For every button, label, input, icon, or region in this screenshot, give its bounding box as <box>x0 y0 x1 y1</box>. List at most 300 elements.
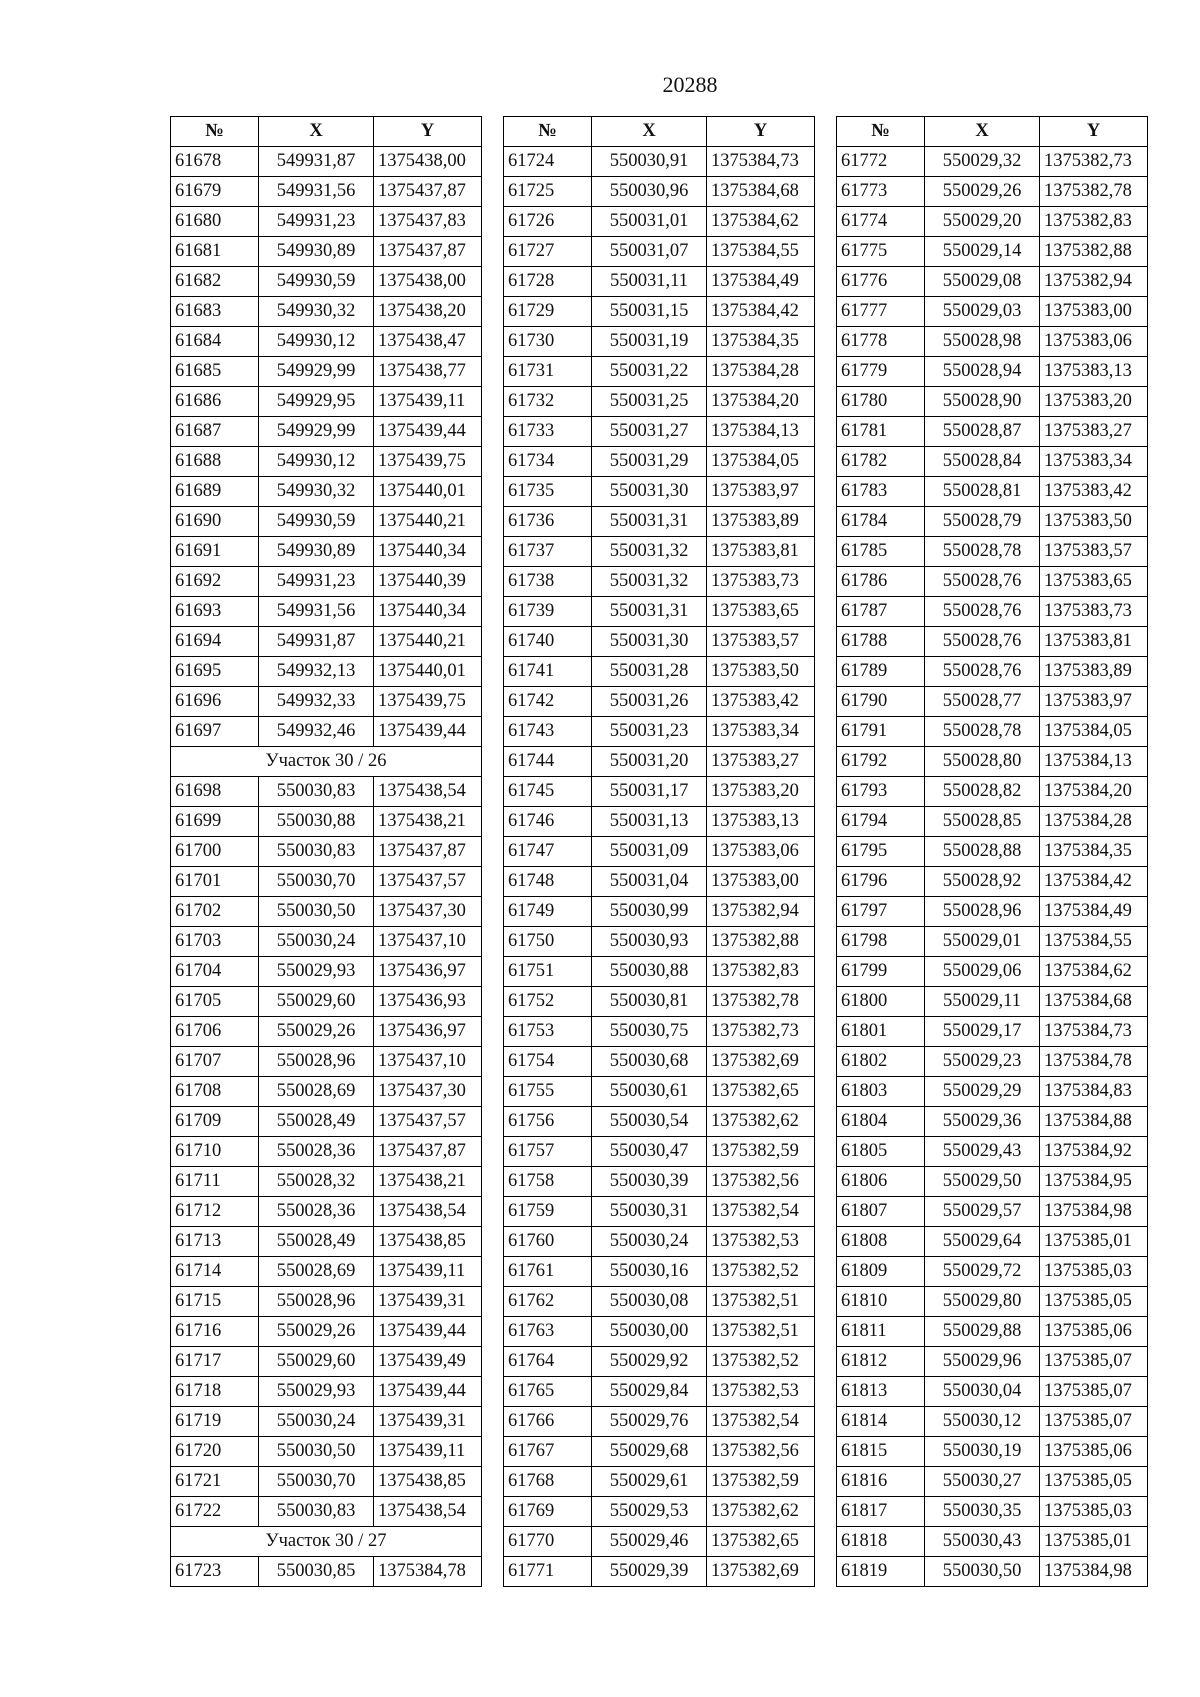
x-coordinate-cell: 550028,49 <box>259 1227 374 1257</box>
point-number-cell: 61813 <box>837 1377 925 1407</box>
table-row <box>504 1257 815 1287</box>
y-coordinate-cell: 1375439,75 <box>374 687 482 717</box>
point-number-cell: 61758 <box>504 1167 592 1197</box>
x-coordinate-cell: 550030,91 <box>592 147 707 177</box>
y-coordinate-cell: 1375440,21 <box>374 627 482 657</box>
y-coordinate-cell: 1375382,62 <box>707 1107 815 1137</box>
point-number-cell: 61721 <box>171 1467 259 1497</box>
table-row <box>504 717 815 747</box>
point-number-cell: 61698 <box>171 777 259 807</box>
point-number-cell: 61806 <box>837 1167 925 1197</box>
y-coordinate-cell: 1375439,11 <box>374 1257 482 1287</box>
table-row <box>837 1197 1148 1227</box>
point-number-cell: 61818 <box>837 1527 925 1557</box>
y-coordinate-cell: 1375383,81 <box>707 537 815 567</box>
y-coordinate-cell: 1375438,47 <box>374 327 482 357</box>
y-coordinate-cell: 1375383,50 <box>1040 507 1148 537</box>
x-coordinate-cell: 550028,76 <box>925 597 1040 627</box>
table-row <box>837 597 1148 627</box>
y-coordinate-cell: 1375383,06 <box>707 837 815 867</box>
x-coordinate-cell: 550031,11 <box>592 267 707 297</box>
y-coordinate-cell: 1375384,35 <box>1040 837 1148 867</box>
section-row <box>171 747 482 777</box>
table-row <box>504 1407 815 1437</box>
x-coordinate-cell: 550028,94 <box>925 357 1040 387</box>
x-coordinate-cell: 550031,13 <box>592 807 707 837</box>
point-number-cell: 61720 <box>171 1437 259 1467</box>
y-coordinate-cell: 1375436,93 <box>374 987 482 1017</box>
x-coordinate-cell: 550030,83 <box>259 837 374 867</box>
point-number-cell: 61748 <box>504 867 592 897</box>
table-row <box>837 867 1148 897</box>
y-column-header: Y <box>707 117 815 147</box>
table-row <box>837 957 1148 987</box>
table-row <box>837 207 1148 237</box>
table-row <box>171 1167 482 1197</box>
point-number-cell: 61707 <box>171 1047 259 1077</box>
y-coordinate-cell: 1375382,69 <box>707 1557 815 1587</box>
table-row <box>504 1317 815 1347</box>
point-number-cell: 61699 <box>171 807 259 837</box>
point-number-cell: 61726 <box>504 207 592 237</box>
y-coordinate-cell: 1375382,65 <box>707 1527 815 1557</box>
y-coordinate-cell: 1375438,85 <box>374 1227 482 1257</box>
x-coordinate-cell: 550030,35 <box>925 1497 1040 1527</box>
y-coordinate-cell: 1375382,56 <box>707 1167 815 1197</box>
point-number-cell: 61695 <box>171 657 259 687</box>
y-coordinate-cell: 1375385,01 <box>1040 1527 1148 1557</box>
table-row <box>171 1077 482 1107</box>
table-row <box>837 537 1148 567</box>
point-number-cell: 61725 <box>504 177 592 207</box>
table-row <box>504 687 815 717</box>
y-coordinate-cell: 1375437,87 <box>374 1137 482 1167</box>
y-coordinate-cell: 1375384,73 <box>707 147 815 177</box>
point-number-cell: 61776 <box>837 267 925 297</box>
y-coordinate-cell: 1375382,56 <box>707 1437 815 1467</box>
point-number-cell: 61773 <box>837 177 925 207</box>
x-coordinate-cell: 550028,92 <box>925 867 1040 897</box>
table-row <box>837 987 1148 1017</box>
x-coordinate-cell: 550030,50 <box>259 897 374 927</box>
x-coordinate-cell: 550031,01 <box>592 207 707 237</box>
x-column-header: X <box>592 117 707 147</box>
y-coordinate-cell: 1375436,97 <box>374 957 482 987</box>
point-number-cell: 61686 <box>171 387 259 417</box>
point-number-cell: 61798 <box>837 927 925 957</box>
x-coordinate-cell: 550029,60 <box>259 987 374 1017</box>
table-row <box>837 147 1148 177</box>
point-number-cell: 61742 <box>504 687 592 717</box>
point-number-cell: 61755 <box>504 1077 592 1107</box>
table-row <box>837 1047 1148 1077</box>
x-coordinate-cell: 550031,32 <box>592 567 707 597</box>
point-number-cell: 61778 <box>837 327 925 357</box>
point-number-cell: 61679 <box>171 177 259 207</box>
table-row <box>171 717 482 747</box>
section-title: Участок 30 / 26 <box>171 747 482 777</box>
table-row <box>504 777 815 807</box>
y-coordinate-cell: 1375382,54 <box>707 1197 815 1227</box>
point-number-cell: 61739 <box>504 597 592 627</box>
table-row <box>504 417 815 447</box>
y-coordinate-cell: 1375438,21 <box>374 1167 482 1197</box>
point-number-cell: 61792 <box>837 747 925 777</box>
y-coordinate-cell: 1375382,53 <box>707 1227 815 1257</box>
y-coordinate-cell: 1375384,42 <box>707 297 815 327</box>
table-row <box>171 327 482 357</box>
x-coordinate-cell: 550031,23 <box>592 717 707 747</box>
point-number-cell: 61789 <box>837 657 925 687</box>
point-number-cell: 61750 <box>504 927 592 957</box>
number-column-header: № <box>504 117 592 147</box>
point-number-cell: 61781 <box>837 417 925 447</box>
table-row <box>171 777 482 807</box>
point-number-cell: 61749 <box>504 897 592 927</box>
y-coordinate-cell: 1375437,10 <box>374 927 482 957</box>
point-number-cell: 61769 <box>504 1497 592 1527</box>
x-coordinate-cell: 550030,04 <box>925 1377 1040 1407</box>
x-coordinate-cell: 550031,30 <box>592 477 707 507</box>
point-number-cell: 61779 <box>837 357 925 387</box>
table-row <box>171 1197 482 1227</box>
y-coordinate-cell: 1375385,07 <box>1040 1377 1148 1407</box>
y-coordinate-cell: 1375382,83 <box>707 957 815 987</box>
table-row <box>504 237 815 267</box>
table-row <box>171 897 482 927</box>
y-coordinate-cell: 1375384,28 <box>1040 807 1148 837</box>
y-coordinate-cell: 1375385,06 <box>1040 1437 1148 1467</box>
table-row <box>171 867 482 897</box>
point-number-cell: 61710 <box>171 1137 259 1167</box>
table-row <box>837 567 1148 597</box>
point-number-cell: 61786 <box>837 567 925 597</box>
point-number-cell: 61751 <box>504 957 592 987</box>
point-number-cell: 61692 <box>171 567 259 597</box>
y-coordinate-cell: 1375437,57 <box>374 867 482 897</box>
x-coordinate-cell: 550031,30 <box>592 627 707 657</box>
x-coordinate-cell: 550028,69 <box>259 1257 374 1287</box>
y-coordinate-cell: 1375440,01 <box>374 657 482 687</box>
y-coordinate-cell: 1375384,13 <box>1040 747 1148 777</box>
coordinates-table-1 <box>170 116 482 1587</box>
y-coordinate-cell: 1375382,51 <box>707 1287 815 1317</box>
y-coordinate-cell: 1375382,94 <box>1040 267 1148 297</box>
x-coordinate-cell: 550030,16 <box>592 1257 707 1287</box>
table-row <box>837 1137 1148 1167</box>
point-number-cell: 61770 <box>504 1527 592 1557</box>
point-number-cell: 61805 <box>837 1137 925 1167</box>
y-coordinate-cell: 1375440,34 <box>374 597 482 627</box>
point-number-cell: 61810 <box>837 1287 925 1317</box>
point-number-cell: 61766 <box>504 1407 592 1437</box>
x-coordinate-cell: 550030,50 <box>259 1437 374 1467</box>
point-number-cell: 61700 <box>171 837 259 867</box>
table-row <box>171 1407 482 1437</box>
point-number-cell: 61702 <box>171 897 259 927</box>
point-number-cell: 61708 <box>171 1077 259 1107</box>
table-row <box>837 1077 1148 1107</box>
point-number-cell: 61795 <box>837 837 925 867</box>
x-coordinate-cell: 550029,43 <box>925 1137 1040 1167</box>
x-coordinate-cell: 550029,57 <box>925 1197 1040 1227</box>
table-row <box>837 627 1148 657</box>
y-coordinate-cell: 1375384,55 <box>1040 927 1148 957</box>
point-number-cell: 61729 <box>504 297 592 327</box>
table-row <box>171 597 482 627</box>
x-coordinate-cell: 550031,04 <box>592 867 707 897</box>
point-number-cell: 61756 <box>504 1107 592 1137</box>
point-number-cell: 61753 <box>504 1017 592 1047</box>
point-number-cell: 61738 <box>504 567 592 597</box>
x-coordinate-cell: 550028,76 <box>925 627 1040 657</box>
table-row <box>171 1317 482 1347</box>
point-number-cell: 61735 <box>504 477 592 507</box>
point-number-cell: 61771 <box>504 1557 592 1587</box>
point-number-cell: 61711 <box>171 1167 259 1197</box>
table-row <box>837 417 1148 447</box>
point-number-cell: 61724 <box>504 147 592 177</box>
x-coordinate-cell: 550030,43 <box>925 1527 1040 1557</box>
table-row <box>171 507 482 537</box>
point-number-cell: 61685 <box>171 357 259 387</box>
x-coordinate-cell: 550031,26 <box>592 687 707 717</box>
x-coordinate-cell: 549930,59 <box>259 267 374 297</box>
point-number-cell: 61775 <box>837 237 925 267</box>
point-number-cell: 61759 <box>504 1197 592 1227</box>
point-number-cell: 61794 <box>837 807 925 837</box>
x-coordinate-cell: 550028,90 <box>925 387 1040 417</box>
y-coordinate-cell: 1375440,21 <box>374 507 482 537</box>
x-coordinate-cell: 550029,03 <box>925 297 1040 327</box>
point-number-cell: 61785 <box>837 537 925 567</box>
y-coordinate-cell: 1375439,75 <box>374 447 482 477</box>
x-coordinate-cell: 550030,50 <box>925 1557 1040 1587</box>
point-number-cell: 61704 <box>171 957 259 987</box>
point-number-cell: 61687 <box>171 417 259 447</box>
point-number-cell: 61731 <box>504 357 592 387</box>
x-coordinate-cell: 550031,20 <box>592 747 707 777</box>
table-row <box>504 1137 815 1167</box>
x-coordinate-cell: 550030,68 <box>592 1047 707 1077</box>
table-row <box>171 1047 482 1077</box>
x-coordinate-cell: 550029,08 <box>925 267 1040 297</box>
table-row <box>837 927 1148 957</box>
y-coordinate-cell: 1375384,13 <box>707 417 815 447</box>
y-coordinate-cell: 1375382,62 <box>707 1497 815 1527</box>
y-coordinate-cell: 1375383,65 <box>1040 567 1148 597</box>
x-coordinate-cell: 550030,24 <box>592 1227 707 1257</box>
point-number-cell: 61736 <box>504 507 592 537</box>
point-number-cell: 61701 <box>171 867 259 897</box>
table-row <box>837 477 1148 507</box>
y-coordinate-cell: 1375383,20 <box>1040 387 1148 417</box>
y-coordinate-cell: 1375383,34 <box>707 717 815 747</box>
x-coordinate-cell: 550031,27 <box>592 417 707 447</box>
x-coordinate-cell: 549931,23 <box>259 567 374 597</box>
table-row <box>171 957 482 987</box>
x-coordinate-cell: 549931,87 <box>259 627 374 657</box>
table-row <box>504 537 815 567</box>
x-coordinate-cell: 550028,96 <box>259 1047 374 1077</box>
table-row <box>171 1557 482 1587</box>
point-number-cell: 61703 <box>171 927 259 957</box>
table-row <box>504 1527 815 1557</box>
point-number-cell: 61718 <box>171 1377 259 1407</box>
x-coordinate-cell: 550029,36 <box>925 1107 1040 1137</box>
y-coordinate-cell: 1375384,05 <box>707 447 815 477</box>
x-coordinate-cell: 550028,85 <box>925 807 1040 837</box>
x-coordinate-cell: 550030,08 <box>592 1287 707 1317</box>
point-number-cell: 61807 <box>837 1197 925 1227</box>
point-number-cell: 61817 <box>837 1497 925 1527</box>
x-coordinate-cell: 550029,76 <box>592 1407 707 1437</box>
point-number-cell: 61723 <box>171 1557 259 1587</box>
table-row <box>837 1437 1148 1467</box>
x-coordinate-cell: 550028,96 <box>259 1287 374 1317</box>
table-row <box>504 1197 815 1227</box>
y-coordinate-cell: 1375384,42 <box>1040 867 1148 897</box>
table-row <box>504 927 815 957</box>
y-coordinate-cell: 1375438,85 <box>374 1467 482 1497</box>
table-row <box>837 837 1148 867</box>
y-coordinate-cell: 1375385,07 <box>1040 1407 1148 1437</box>
table-row <box>837 897 1148 927</box>
y-coordinate-cell: 1375438,20 <box>374 297 482 327</box>
point-number-cell: 61688 <box>171 447 259 477</box>
table-row <box>837 327 1148 357</box>
table-row <box>837 1497 1148 1527</box>
y-coordinate-cell: 1375384,95 <box>1040 1167 1148 1197</box>
x-coordinate-cell: 550030,93 <box>592 927 707 957</box>
table-row <box>504 657 815 687</box>
x-coordinate-cell: 550029,93 <box>259 957 374 987</box>
y-coordinate-cell: 1375438,00 <box>374 267 482 297</box>
table-row <box>171 567 482 597</box>
x-coordinate-cell: 550030,00 <box>592 1317 707 1347</box>
y-coordinate-cell: 1375437,87 <box>374 237 482 267</box>
y-coordinate-cell: 1375382,88 <box>707 927 815 957</box>
point-number-cell: 61734 <box>504 447 592 477</box>
x-coordinate-cell: 550028,32 <box>259 1167 374 1197</box>
point-number-cell: 61733 <box>504 417 592 447</box>
table-row <box>171 657 482 687</box>
table-row <box>171 1437 482 1467</box>
x-coordinate-cell: 550029,61 <box>592 1467 707 1497</box>
point-number-cell: 61690 <box>171 507 259 537</box>
table-row <box>837 777 1148 807</box>
y-coordinate-cell: 1375383,73 <box>1040 597 1148 627</box>
point-number-cell: 61800 <box>837 987 925 1017</box>
point-number-cell: 61783 <box>837 477 925 507</box>
y-coordinate-cell: 1375382,73 <box>1040 147 1148 177</box>
point-number-cell: 61728 <box>504 267 592 297</box>
table-row <box>504 297 815 327</box>
point-number-cell: 61717 <box>171 1347 259 1377</box>
point-number-cell: 61683 <box>171 297 259 327</box>
table-row <box>837 1107 1148 1137</box>
y-coordinate-cell: 1375384,20 <box>707 387 815 417</box>
point-number-cell: 61791 <box>837 717 925 747</box>
x-coordinate-cell: 550029,60 <box>259 1347 374 1377</box>
y-coordinate-cell: 1375382,59 <box>707 1467 815 1497</box>
x-coordinate-cell: 550029,11 <box>925 987 1040 1017</box>
x-coordinate-cell: 550028,36 <box>259 1197 374 1227</box>
y-coordinate-cell: 1375384,68 <box>707 177 815 207</box>
point-number-cell: 61681 <box>171 237 259 267</box>
table-row <box>837 1287 1148 1317</box>
y-coordinate-cell: 1375438,00 <box>374 147 482 177</box>
point-number-cell: 61732 <box>504 387 592 417</box>
y-coordinate-cell: 1375383,81 <box>1040 627 1148 657</box>
table-row <box>171 1107 482 1137</box>
x-coordinate-cell: 550031,15 <box>592 297 707 327</box>
point-number-cell: 61747 <box>504 837 592 867</box>
point-number-cell: 61709 <box>171 1107 259 1137</box>
table-row <box>171 537 482 567</box>
table-row <box>504 507 815 537</box>
y-coordinate-cell: 1375383,13 <box>707 807 815 837</box>
table-row <box>837 687 1148 717</box>
table-row <box>504 867 815 897</box>
point-number-cell: 61744 <box>504 747 592 777</box>
table-row <box>837 267 1148 297</box>
y-coordinate-cell: 1375383,89 <box>1040 657 1148 687</box>
point-number-cell: 61763 <box>504 1317 592 1347</box>
point-number-cell: 61678 <box>171 147 259 177</box>
point-number-cell: 61762 <box>504 1287 592 1317</box>
y-coordinate-cell: 1375383,57 <box>707 627 815 657</box>
x-coordinate-cell: 550031,28 <box>592 657 707 687</box>
x-coordinate-cell: 549931,23 <box>259 207 374 237</box>
y-coordinate-cell: 1375382,78 <box>1040 177 1148 207</box>
x-coordinate-cell: 550030,24 <box>259 927 374 957</box>
page-number: 20288 <box>662 72 718 97</box>
table-row <box>171 807 482 837</box>
x-coordinate-cell: 550029,93 <box>259 1377 374 1407</box>
x-coordinate-cell: 550030,70 <box>259 1467 374 1497</box>
x-coordinate-cell: 549931,56 <box>259 177 374 207</box>
x-coordinate-cell: 550030,81 <box>592 987 707 1017</box>
x-coordinate-cell: 550029,50 <box>925 1167 1040 1197</box>
x-coordinate-cell: 550030,70 <box>259 867 374 897</box>
y-coordinate-cell: 1375383,34 <box>1040 447 1148 477</box>
table-row <box>504 597 815 627</box>
y-coordinate-cell: 1375385,03 <box>1040 1497 1148 1527</box>
point-number-cell: 61715 <box>171 1287 259 1317</box>
table-row <box>171 477 482 507</box>
y-coordinate-cell: 1375439,49 <box>374 1347 482 1377</box>
table-header-row <box>837 117 1148 147</box>
y-coordinate-cell: 1375384,62 <box>1040 957 1148 987</box>
table-row <box>837 807 1148 837</box>
point-number-cell: 61811 <box>837 1317 925 1347</box>
point-number-cell: 61696 <box>171 687 259 717</box>
y-coordinate-cell: 1375439,44 <box>374 1377 482 1407</box>
point-number-cell: 61788 <box>837 627 925 657</box>
x-coordinate-cell: 550030,88 <box>259 807 374 837</box>
table-row <box>504 267 815 297</box>
y-coordinate-cell: 1375384,55 <box>707 237 815 267</box>
table-row <box>504 1107 815 1137</box>
x-coordinate-cell: 549931,87 <box>259 147 374 177</box>
table-row <box>504 1227 815 1257</box>
y-coordinate-cell: 1375439,11 <box>374 387 482 417</box>
table-row <box>504 1347 815 1377</box>
y-coordinate-cell: 1375385,06 <box>1040 1317 1148 1347</box>
y-coordinate-cell: 1375440,34 <box>374 537 482 567</box>
point-number-cell: 61705 <box>171 987 259 1017</box>
